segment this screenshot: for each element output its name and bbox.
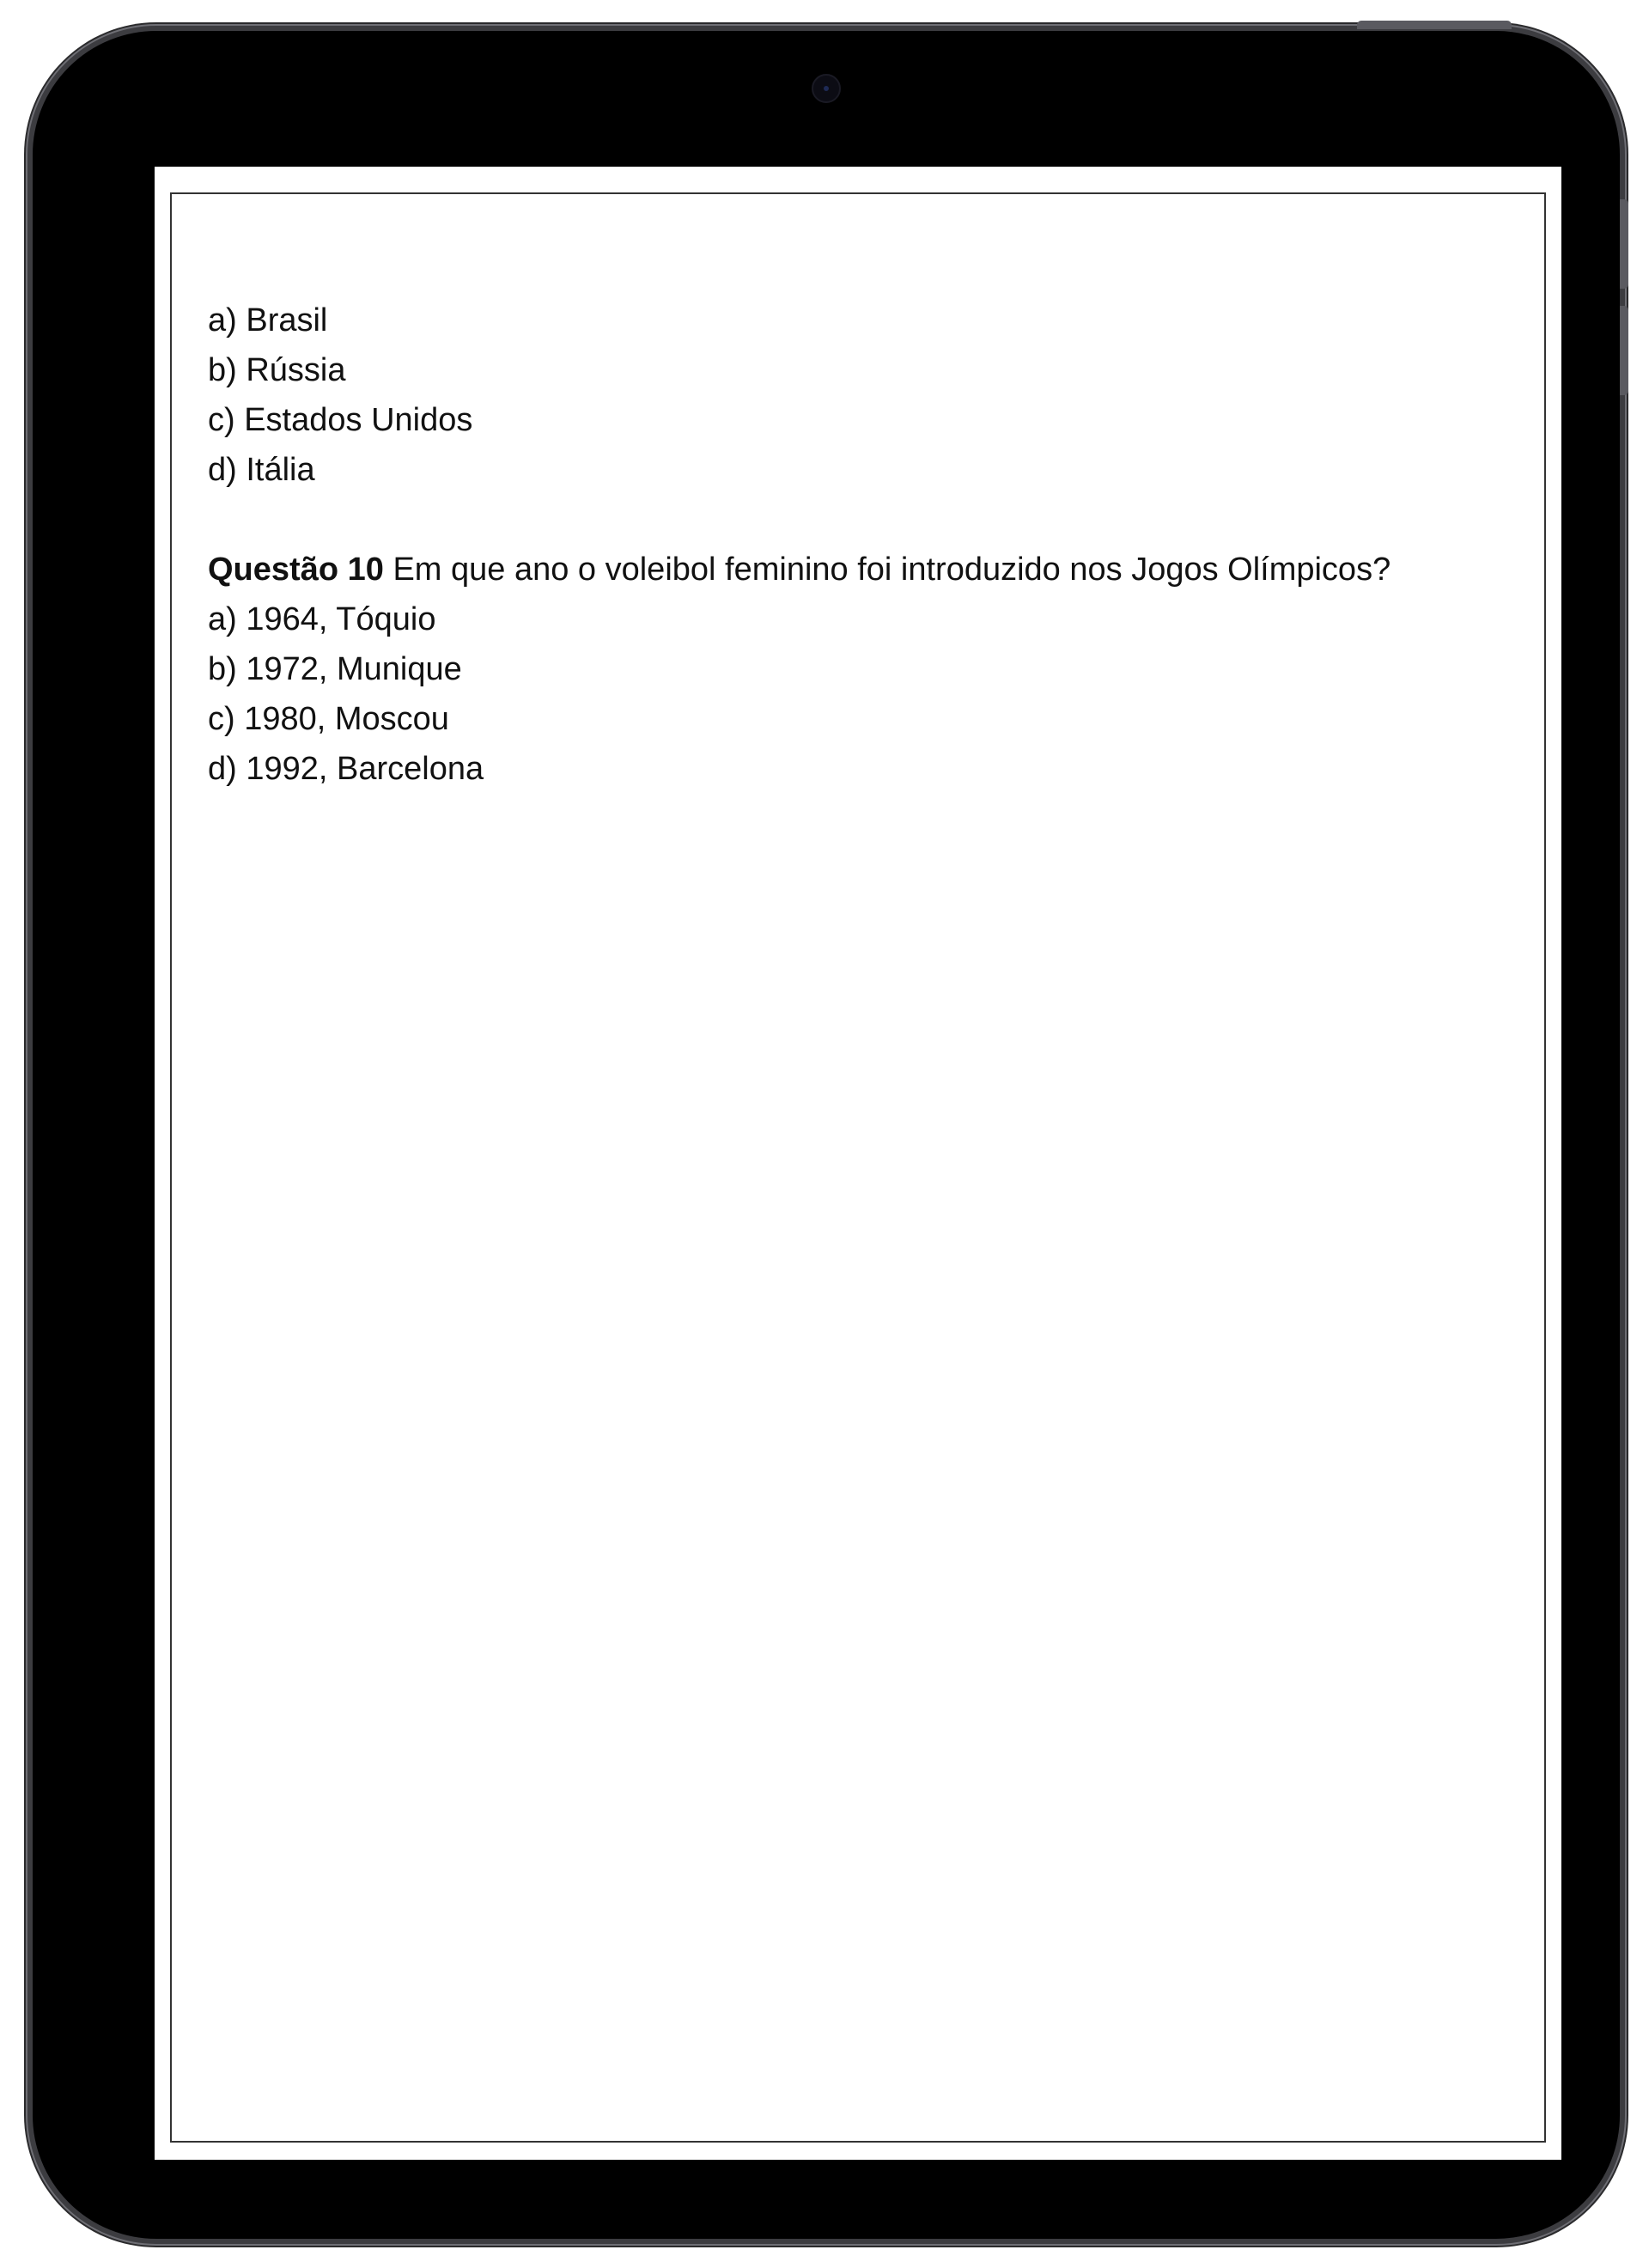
question-10-prompt [208, 545, 1510, 594]
document-page [170, 192, 1546, 2143]
front-camera [812, 74, 841, 103]
document-content [208, 296, 1510, 794]
question-10-title: Questão 10 [208, 552, 384, 588]
volume-down-button [1620, 306, 1628, 395]
question-10-option-b: b) 1972, Munique [208, 651, 462, 687]
question-9-option-a: a) Brasil [208, 302, 328, 338]
tablet-screen [155, 167, 1561, 2160]
tablet-device [27, 26, 1625, 2244]
volume-up-button [1620, 199, 1628, 289]
question-9-option-c: c) Estados Unidos [208, 402, 473, 438]
question-10-option-a: a) 1964, Tóquio [208, 601, 436, 637]
paragraph-spacer [208, 495, 1510, 545]
top-power-button [1357, 21, 1512, 29]
question-9-option-b: b) Rússia [208, 352, 346, 388]
question-10-text: Em que ano o voleibol feminino foi introduzido nos Jogos Olímpicos? [392, 552, 1391, 588]
question-9-option-d: d) Itália [208, 452, 315, 488]
question-10-option-c: c) 1980, Moscou [208, 701, 449, 737]
question-10-option-d: d) 1992, Barcelona [208, 751, 484, 787]
